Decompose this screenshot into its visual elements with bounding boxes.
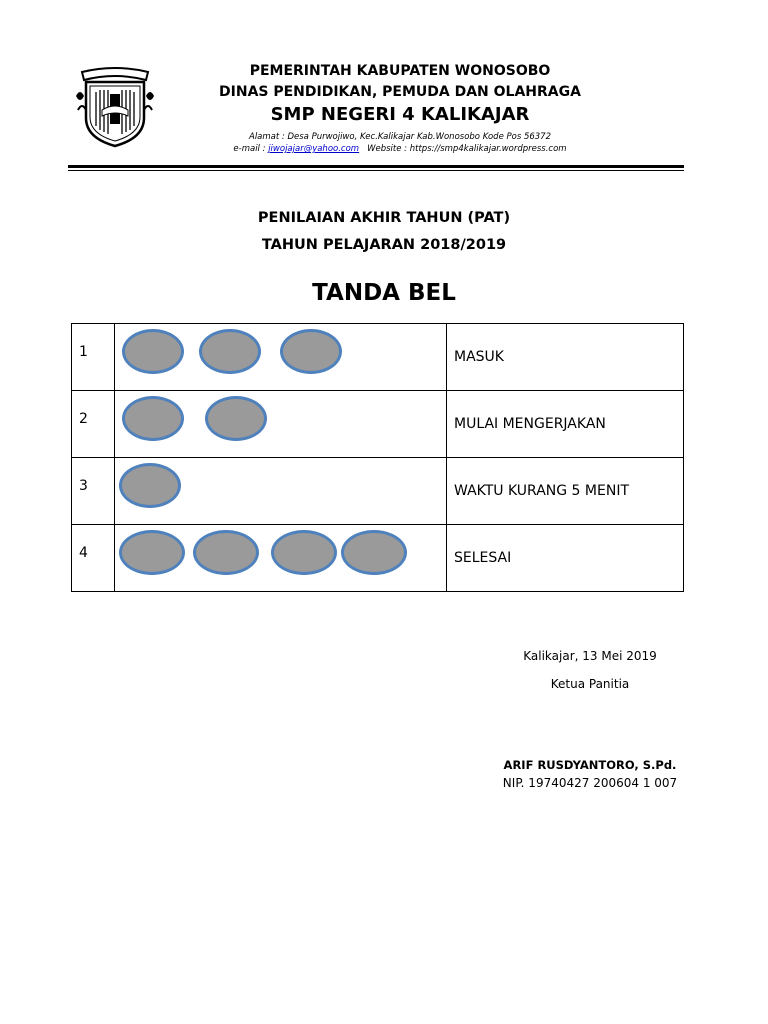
bell-icon: [119, 530, 185, 575]
government-name: PEMERINTAH KABUPATEN WONOSOBO: [249, 63, 551, 79]
school-address: Alamat : Desa Purwojiwo, Kec.Kalikajar Kab.Wonosobo Kode Pos 56372: [249, 132, 551, 142]
bell-icon: [199, 329, 261, 374]
bell-icon: [122, 396, 184, 441]
row-number-cell: [72, 525, 115, 592]
bell-icon: [205, 396, 267, 441]
email-link[interactable]: jiwojajar@yahoo.com: [268, 144, 360, 154]
regency-emblem-icon: [76, 66, 154, 148]
table-row: [72, 525, 684, 592]
row-number: 1: [79, 344, 88, 360]
signal-label-cell: [447, 324, 684, 391]
row-number-cell: [72, 324, 115, 391]
bell-signal-table: [71, 323, 684, 592]
bell-icon: [119, 463, 181, 508]
page-title: TANDA BEL: [312, 280, 456, 306]
bell-cell: [115, 525, 447, 592]
bell-icon: [122, 329, 184, 374]
signal-label-cell: [447, 458, 684, 525]
email-label: e-mail :: [233, 144, 269, 154]
school-name: SMP NEGERI 4 KALIKAJAR: [270, 104, 530, 125]
contact-line: [160, 144, 640, 154]
bell-cell: [115, 391, 447, 458]
signal-label: SELESAI: [454, 550, 512, 566]
website-text: Website : https://smp4kalikajar.wordpress.com: [367, 144, 567, 154]
row-number: 3: [79, 478, 88, 494]
table-row: [72, 458, 684, 525]
signature-place-date: Kalikajar, 13 Mei 2019: [523, 649, 657, 663]
row-number-cell: [72, 391, 115, 458]
row-number: 2: [79, 411, 88, 427]
bell-icon: [193, 530, 259, 575]
signature-position: Ketua Panitia: [550, 677, 630, 691]
signatory-nip: NIP. 19740427 200604 1 007: [502, 776, 678, 790]
bell-icon: [271, 530, 337, 575]
signal-label: WAKTU KURANG 5 MENIT: [454, 483, 629, 499]
table-row: [72, 391, 684, 458]
bell-icon: [341, 530, 407, 575]
signal-label: MULAI MENGERJAKAN: [454, 416, 606, 432]
bell-icon: [280, 329, 342, 374]
academic-year: TAHUN PELAJARAN 2018/2019: [261, 237, 507, 253]
signal-label: MASUK: [454, 349, 504, 365]
row-number: 4: [79, 545, 88, 561]
letterhead-divider-thin: [68, 170, 684, 171]
table-row: [72, 324, 684, 391]
row-number-cell: [72, 458, 115, 525]
exam-title: PENILAIAN AKHIR TAHUN (PAT): [257, 210, 511, 226]
signal-label-cell: [447, 525, 684, 592]
signal-label-cell: [447, 391, 684, 458]
department-name: DINAS PENDIDIKAN, PEMUDA DAN OLAHRAGA: [219, 84, 581, 100]
bell-cell: [115, 458, 447, 525]
bell-cell: [115, 324, 447, 391]
letterhead-divider-thick: [68, 165, 684, 168]
signatory-name: ARIF RUSDYANTORO, S.Pd.: [503, 758, 677, 772]
